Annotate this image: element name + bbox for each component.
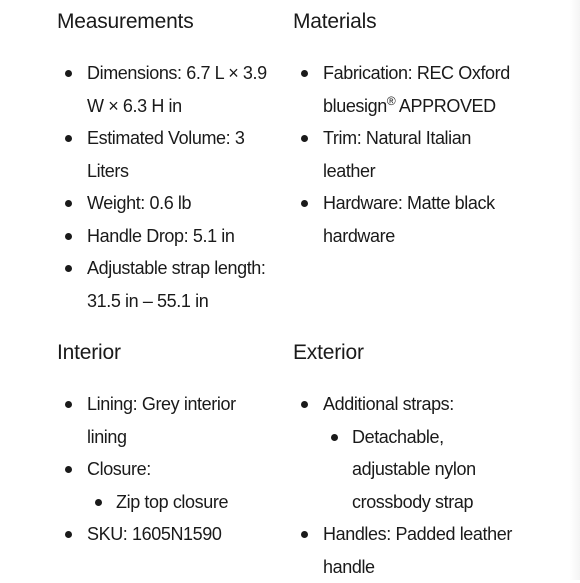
measurements-heading: Measurements — [57, 10, 194, 33]
materials-list — [293, 57, 523, 252]
straps-sublist — [323, 421, 515, 519]
strap-crossbody: Detachable, adjustable nylon crossbody strap — [323, 421, 492, 519]
interior-sku: SKU: 1605N1590 — [57, 518, 272, 551]
exterior-heading: Exterior — [293, 341, 364, 364]
materials-heading: Materials — [293, 10, 377, 33]
closure-label: Closure: — [87, 459, 151, 479]
fabrication-suffix: APPROVED — [395, 95, 496, 116]
material-hardware: Hardware: Matte black hardware — [293, 187, 515, 252]
interior-list — [57, 388, 287, 551]
measurements-section — [57, 8, 287, 317]
material-trim: Trim: Natural Italian leather — [293, 122, 515, 187]
fabrication-text: Fabrication: REC Oxford bluesign — [323, 63, 510, 116]
closure-sublist — [87, 486, 272, 519]
interior-closure — [57, 453, 272, 518]
exterior-straps — [293, 388, 515, 518]
closure-zip-top: Zip top closure — [87, 486, 272, 519]
interior-heading: Interior — [57, 341, 121, 364]
measurement-volume: Estimated Volume: 3 Liters — [57, 122, 272, 187]
interior-lining: Lining: Grey interior lining — [57, 388, 272, 453]
interior-section — [57, 339, 287, 551]
exterior-handles: Handles: Padded leather handle — [293, 518, 515, 583]
materials-section — [293, 8, 523, 252]
exterior-list — [293, 388, 523, 583]
measurements-list — [57, 57, 287, 317]
material-fabrication — [293, 57, 515, 122]
exterior-section — [293, 339, 523, 583]
measurement-handle-drop: Handle Drop: 5.1 in — [57, 220, 272, 253]
page-edge-shadow — [570, 0, 580, 580]
straps-label: Additional straps: — [323, 394, 454, 414]
measurement-weight: Weight: 0.6 lb — [57, 187, 272, 220]
registered-mark: ® — [386, 93, 396, 108]
measurement-dimensions: Dimensions: 6.7 L × 3.9 W × 6.3 H in — [57, 57, 272, 122]
measurement-strap-length: Adjustable strap length: 31.5 in – 55.1 in — [57, 252, 272, 317]
